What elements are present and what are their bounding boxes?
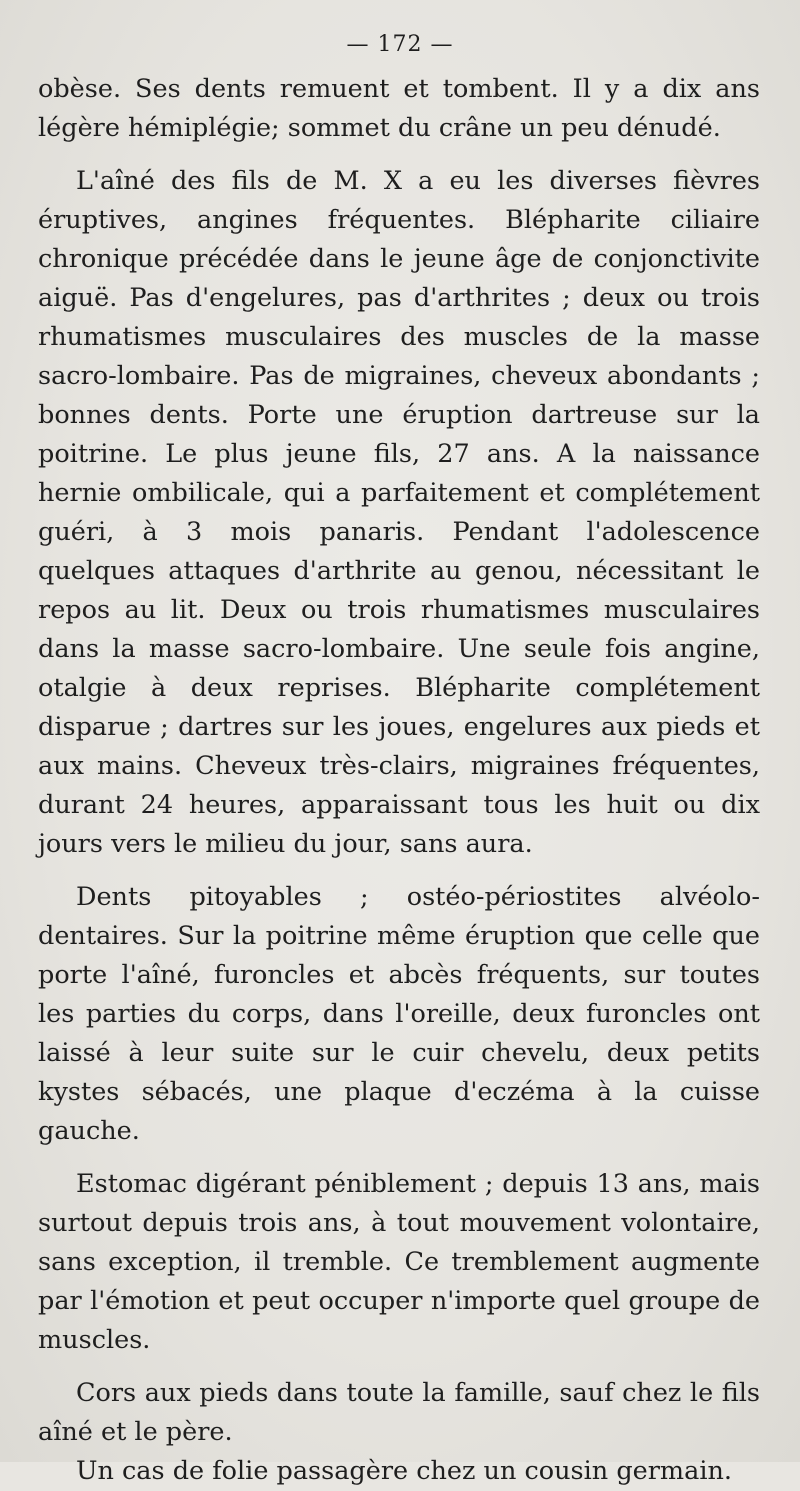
- paragraph-2: L'aîné des fils de M. X a eu les diverses fièvres éruptives, angines fréquentes. Blépharite ciliaire chronique précédée dans le jeune âge de conjonctivite aiguë. Pas d'engelures, pas d'arthrites ; deux ou trois rhumatismes musculaires des muscles de la masse sacro-lombaire. Pas de migraines, cheveux abondants ; bonnes dents. Porte une éruption dartreuse sur la poitrine. Le plus jeune fils, 27 ans. A la naissance hernie ombilicale, qui a parfaitement et complétement guéri, à 3 mois panaris. Pendant l'adolescence quelques attaques d'arthrite au genou, nécessitant le repos au lit. Deux ou trois rhumatismes musculaires dans la masse sacro-lombaire. Une seule fois angine, otalgie à deux reprises. Blépharite complétement disparue ; dartres sur les joues, engelures aux pieds et aux mains. Cheveux très-clairs, migraines fréquentes, durant 24 heures, apparaissant tous les huit ou dix jours vers le milieu du jour, sans aura.: [38, 166, 760, 859]
- paragraph-3: Dents pitoyables ; ostéo-périostites alvéolo-dentaires. Sur la poitrine même éruption que celle que porte l'aîné, furoncles et abcès fréquents, sur toutes les parties du corps, dans l'oreille, deux furoncles ont laissé à leur suite sur le cuir chevelu, deux petits kystes sébacés, une plaque d'eczéma à la cuisse gauche.: [38, 882, 760, 1146]
- paragraph-4: Estomac digérant péniblement ; depuis 13 ans, mais surtout depuis trois ans, à tout mouvement volontaire, sans exception, il tremble. Ce tremblement augmente par l'émotion et peut occuper n'importe quel groupe de muscles.: [38, 1169, 760, 1355]
- paragraph-6: Un cas de folie passagère chez un cousin germain.: [76, 1456, 733, 1486]
- paragraph-5: Cors aux pieds dans toute la famille, sauf chez le fils aîné et le père.: [38, 1378, 760, 1447]
- body-text: [38, 70, 760, 1491]
- paragraph-1: obèse. Ses dents remuent et tombent. Il y a dix ans légère hémiplégie; sommet du crâne un peu dénudé.: [38, 74, 760, 143]
- page-number: — 172 —: [346, 32, 454, 57]
